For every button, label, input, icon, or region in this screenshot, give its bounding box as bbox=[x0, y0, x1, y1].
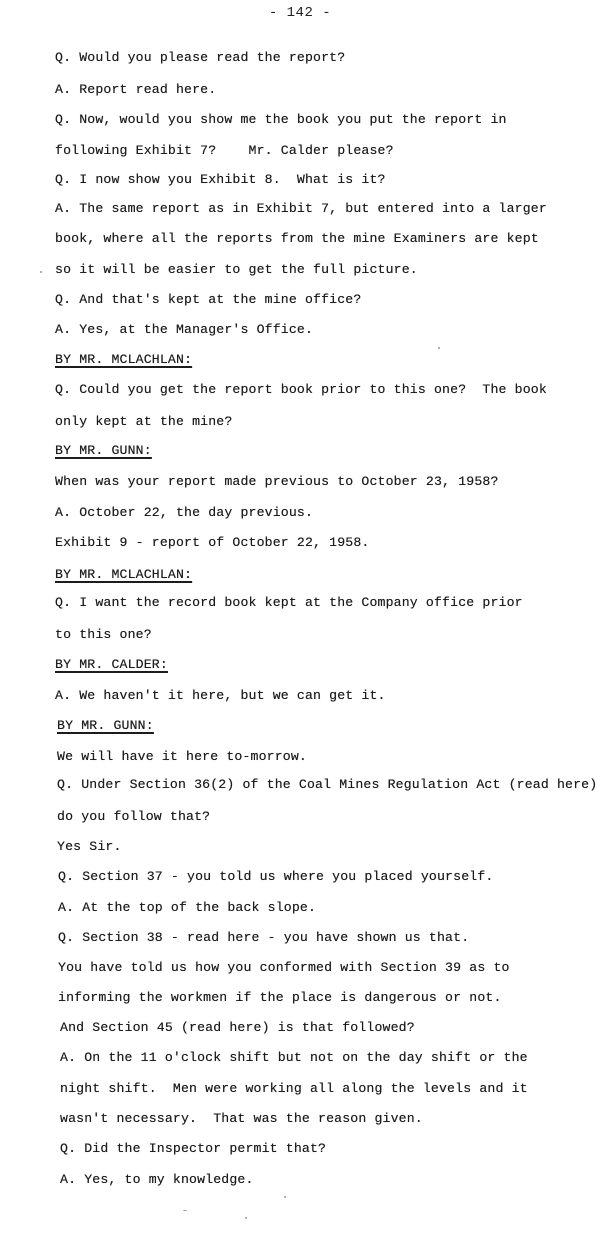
question-line: Q. Did the Inspector permit that? bbox=[60, 1141, 327, 1156]
speaker-heading: BY MR. MCLACHLAN: bbox=[55, 567, 193, 582]
text-line: Yes Sir. bbox=[57, 839, 122, 854]
answer-line: A. At the top of the back slope. bbox=[58, 900, 317, 915]
text-line: to this one? bbox=[55, 627, 152, 642]
text-line: night shift. Men were working all along the levels and it bbox=[60, 1081, 528, 1096]
speaker-heading: BY MR. MCLACHLAN: bbox=[55, 352, 193, 367]
question-line: Q. Would you please read the report? bbox=[55, 50, 346, 65]
answer-line: A. The same report as in Exhibit 7, but entered into a larger bbox=[55, 201, 547, 216]
question-line: Q. Section 37 - you told us where you placed yourself. bbox=[58, 869, 494, 884]
scan-speck bbox=[284, 1196, 286, 1198]
answer-line: A. October 22, the day previous. bbox=[55, 505, 314, 520]
text-line: You have told us how you conformed with Section 39 as to bbox=[58, 960, 510, 975]
answer-line: A. On the 11 o'clock shift but not on the day shift or the bbox=[60, 1050, 528, 1065]
text-line: book, where all the reports from the mine Examiners are kept bbox=[55, 231, 539, 246]
question-line: Q. Now, would you show me the book you put the report in bbox=[55, 112, 507, 127]
text-line: Exhibit 9 - report of October 22, 1958. bbox=[55, 535, 370, 550]
speaker-heading: BY MR. GUNN: bbox=[55, 443, 152, 458]
text-line: And Section 45 (read here) is that followed? bbox=[60, 1020, 415, 1035]
answer-line: A. Yes, at the Manager's Office. bbox=[55, 322, 314, 337]
answer-line: A. Report read here. bbox=[55, 82, 217, 97]
text-line: When was your report made previous to October 23, 1958? bbox=[55, 474, 499, 489]
text-line: so it will be easier to get the full picture. bbox=[55, 262, 418, 277]
question-line: Q. I now show you Exhibit 8. What is it? bbox=[55, 172, 386, 187]
answer-line: A. Yes, to my knowledge. bbox=[60, 1172, 254, 1187]
text-line: informing the workmen if the place is dangerous or not. bbox=[58, 990, 502, 1005]
question-line: Q. Section 38 - read here - you have shown us that. bbox=[58, 930, 470, 945]
scan-speck bbox=[183, 1210, 187, 1211]
page-number: - 142 - bbox=[268, 5, 332, 21]
text-line: following Exhibit 7? Mr. Calder please? bbox=[55, 143, 394, 158]
speaker-heading: BY MR. CALDER: bbox=[55, 657, 168, 672]
question-line: Q. Under Section 36(2) of the Coal Mines Regulation Act (read here) bbox=[57, 777, 598, 792]
question-line: Q. Could you get the report book prior to this one? The book bbox=[55, 382, 547, 397]
text-line: do you follow that? bbox=[57, 809, 211, 824]
question-line: Q. And that's kept at the mine office? bbox=[55, 292, 362, 307]
text-line: We will have it here to-morrow. bbox=[57, 749, 307, 764]
speaker-heading: BY MR. GUNN: bbox=[57, 718, 154, 733]
scan-speck bbox=[40, 271, 42, 273]
text-line: wasn't necessary. That was the reason given. bbox=[60, 1111, 423, 1126]
question-line: Q. I want the record book kept at the Company office prior bbox=[55, 595, 523, 610]
text-line: only kept at the mine? bbox=[55, 414, 233, 429]
scan-speck bbox=[438, 347, 440, 349]
answer-line: A. We haven't it here, but we can get it. bbox=[55, 688, 386, 703]
scan-speck bbox=[245, 1217, 247, 1219]
